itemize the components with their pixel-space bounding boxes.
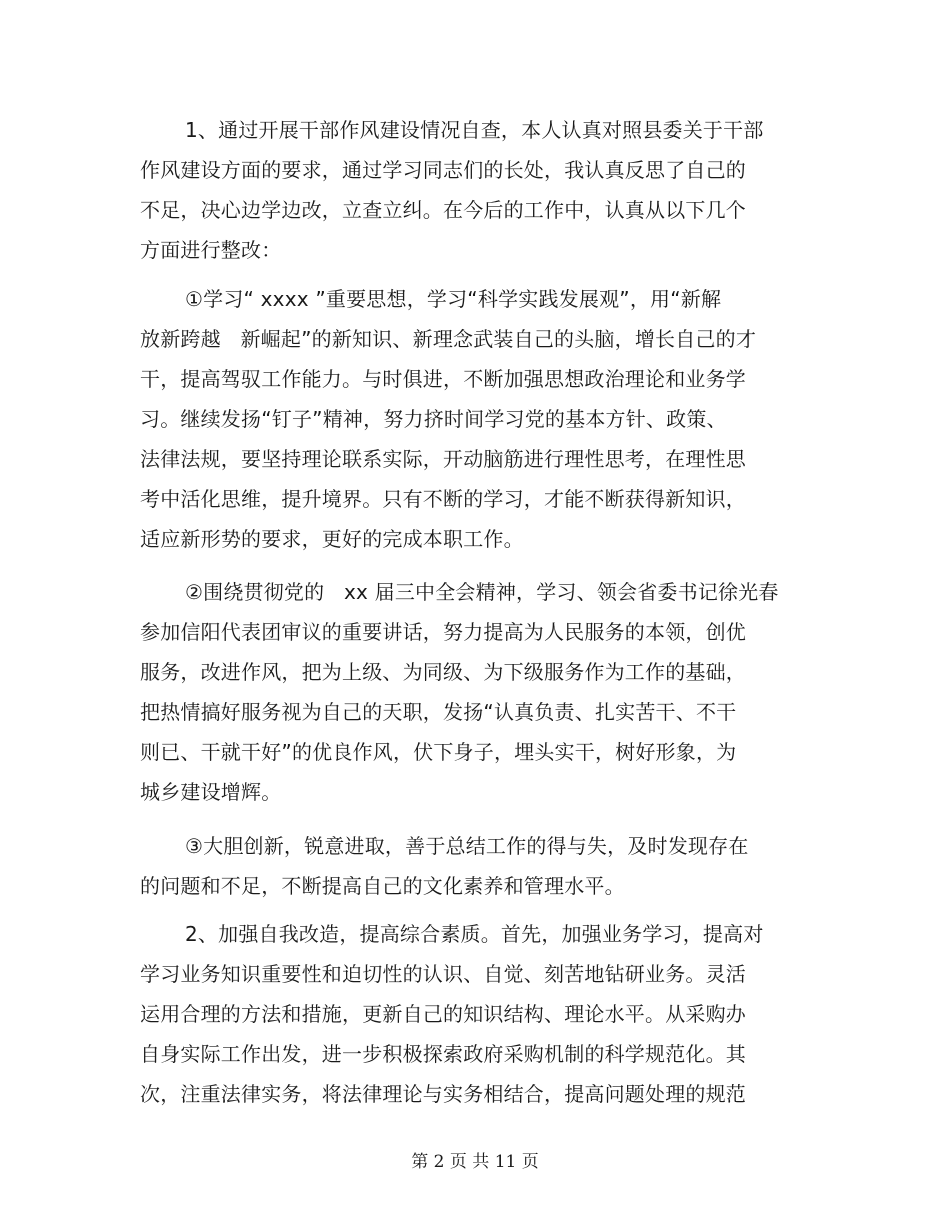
text-line-5: ①学习“ xxxx ”重要思想，学习“科学实践发展观”，用“新解 <box>185 287 722 311</box>
text-line-6: 放新跨越 新崛起”的新知识、新理念武装自己的头脑，增长自己的才 <box>140 327 757 351</box>
text-line-16: 则已、干就干好”的优良作风，伏下身子，埋头实干，树好形象，为 <box>140 740 737 764</box>
text-line-11: 适应新形势的要求，更好的完成本职工作。 <box>140 527 524 551</box>
text-line-3: 不足，决心边学边改，立查立纠。在今后的工作中，认真从以下几个 <box>140 198 746 222</box>
text-line-23: 自身实际工作出发，进一步积极探索政府采购机制的科学规范化。其 <box>140 1042 746 1066</box>
text-line-7: 干，提高驾驭工作能力。与时俱进，不断加强思想政治理论和业务学 <box>140 367 746 391</box>
text-line-22: 运用合理的方法和措施，更新自己的知识结构、理论水平。从采购办 <box>140 1002 746 1026</box>
text-line-9: 法律法规，要坚持理论联系实际，开动脑筋进行理性思考，在理性思 <box>140 447 746 471</box>
text-line-17: 城乡建设增辉。 <box>140 780 282 804</box>
page-number-footer: 第 2 页 共 11 页 <box>411 1152 539 1172</box>
text-line-19: 的问题和不足，不断提高自己的文化素养和管理水平。 <box>140 874 625 898</box>
text-line-10: 考中活化思维，提升境界。只有不断的学习，才能不断获得新知识， <box>140 487 746 511</box>
text-line-18: ③大胆创新，锐意进取，善于总结工作的得与失，及时发现存在 <box>185 834 749 858</box>
text-line-15: 把热情搞好服务视为自己的天职，发扬“认真负责、扎实苦干、不干 <box>140 700 737 724</box>
text-line-12: ②围绕贯彻党的 xx 届三中全会精神，学习、领会省委书记徐光春 <box>185 580 779 604</box>
text-line-4: 方面进行整改： <box>140 238 282 262</box>
text-line-21: 学习业务知识重要性和迫切性的认识、自觉、刻苦地钻研业务。灵活 <box>140 962 746 986</box>
text-line-24: 次，注重法律实务，将法律理论与实务相结合，提高问题处理的规范 <box>140 1082 746 1106</box>
text-line-1: 1、通过开展干部作风建设情况自查，本人认真对照县委关于干部 <box>185 118 764 142</box>
text-line-20: 2、加强自我改造，提高综合素质。首先，加强业务学习，提高对 <box>185 922 764 946</box>
text-line-2: 作风建设方面的要求，通过学习同志们的长处，我认真反思了自己的 <box>140 158 746 182</box>
text-line-8: 习。继续发扬“钉子”精神，努力挤时间学习党的基本方针、政策、 <box>140 407 727 431</box>
text-line-14: 服务，改进作风，把为上级、为同级、为下级服务作为工作的基础， <box>140 660 746 684</box>
text-line-13: 参加信阳代表团审议的重要讲话，努力提高为人民服务的本领，创优 <box>140 620 746 644</box>
